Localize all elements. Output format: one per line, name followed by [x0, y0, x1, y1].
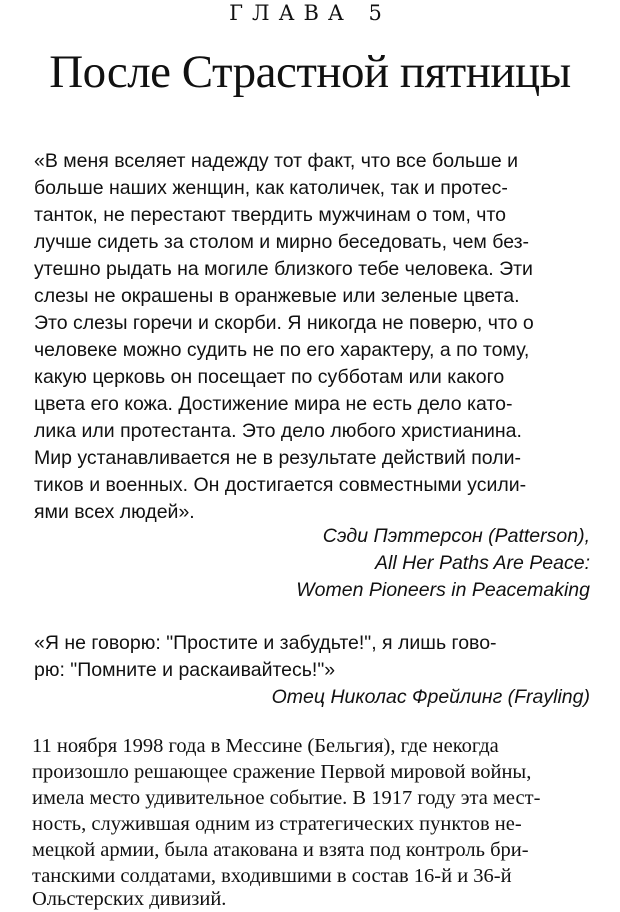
epigraph-1-line: больше наших женщин, как католичек, так и протес- — [34, 177, 508, 199]
epigraph-2-attribution: Отец Николас Фрейлинг (Frayling) — [271, 686, 590, 708]
epigraph-1-line: слезы не окрашены в оранжевые или зеленые цвета. — [34, 285, 520, 307]
epigraph-1-line: Это слезы горечи и скорби. Я никогда не поверю, что о — [34, 312, 534, 334]
epigraph-1-line: цвета его кожа. Достижение мира не есть дело като- — [34, 393, 513, 415]
epigraph-1-line: Мир устанавливается не в результате действий поли- — [34, 447, 521, 469]
body-line: танскими солдатами, входившими в состав 16-й и 36-й — [32, 865, 512, 887]
chapter-label: ГЛАВА 5 — [229, 1, 391, 25]
epigraph-1-attribution: Women Pioneers in Peacemaking — [296, 579, 590, 601]
body-line: мецкой армии, была атакована и взята под контроль бри- — [32, 839, 529, 861]
body-line: 11 ноября 1998 года в Мессине (Бельгия), где некогда — [32, 735, 499, 757]
epigraph-1-line: лучше сидеть за столом и мирно беседовать, чем без- — [34, 231, 530, 253]
epigraph-1-attribution: Сэди Пэттерсон (Patterson), — [322, 525, 590, 547]
epigraph-1-attribution: All Her Paths Are Peace: — [375, 552, 590, 574]
epigraph-1-line: танток, не перестают твердить мужчинам о том, что — [34, 204, 507, 226]
epigraph-1-line: лика или протестанта. Это дело любого христианина. — [34, 420, 522, 442]
epigraph-2-line: рю: "Помните и раскаивайтесь!"» — [34, 659, 336, 681]
epigraph-1-line: тиков и военных. Он достигается совместными усили- — [34, 474, 527, 496]
epigraph-2-line: «Я не говорю: "Простите и забудьте!", я лишь гово- — [34, 632, 497, 654]
body-line: произошло решающее сражение Первой мировой войны, — [32, 761, 532, 783]
epigraph-1-line: какую церковь он посещает по субботам или какого — [34, 366, 505, 388]
epigraph-1-line: утешно рыдать на могиле близкого тебе человека. Эти — [34, 258, 533, 280]
epigraph-1-line: ями всех людей». — [34, 501, 195, 523]
epigraph-1-line: «В меня вселяет надежду тот факт, что все больше и — [34, 150, 518, 172]
body-line: ность, служившая одним из стратегических пунктов не- — [32, 813, 522, 835]
body-line: Ольстерских дивизий. — [32, 888, 227, 910]
body-line: имела место удивительное событие. В 1917 году эта мест- — [32, 787, 541, 809]
epigraph-1-line: человеке можно судить не по его характеру, а по тому, — [34, 339, 530, 361]
chapter-title: После Страстной пятницы — [49, 46, 571, 98]
